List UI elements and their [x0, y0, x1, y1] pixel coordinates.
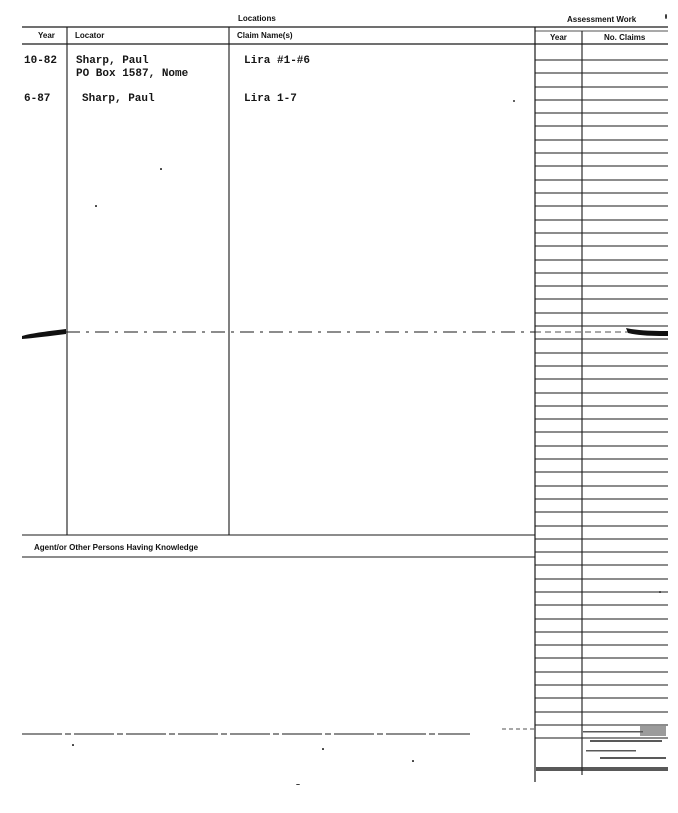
column-header-locator: Locator	[75, 31, 105, 40]
column-header-assessment-year: Year	[550, 33, 567, 42]
scan-speck	[659, 591, 661, 593]
scan-speck	[322, 748, 324, 750]
entry-locator: Sharp, Paul	[82, 93, 155, 105]
scan-speck	[95, 205, 97, 207]
scan-speck	[412, 760, 414, 762]
column-header-year: Year	[38, 31, 55, 40]
entry-address: PO Box 1587, Nome	[76, 68, 189, 80]
entry-year: 6-87	[24, 93, 51, 105]
scan-speck	[513, 100, 515, 102]
entry-claim-names: Lira #1-#6	[244, 55, 311, 67]
entry-claim-names: Lira 1-7	[244, 93, 297, 105]
locations-heading: Locations	[238, 14, 276, 23]
scan-speck	[296, 784, 300, 785]
scan-speck	[72, 744, 74, 746]
scan-speck	[665, 14, 667, 19]
assessment-work-heading: Assessment Work	[567, 15, 637, 24]
entry-year: 10-82	[24, 55, 58, 67]
column-header-no-claims: No. Claims	[604, 33, 646, 42]
column-header-claim-names: Claim Name(s)	[237, 31, 293, 40]
scan-speck	[160, 168, 162, 170]
agent-section-heading: Agent/or Other Persons Having Knowledge	[34, 543, 199, 552]
entry-locator: Sharp, Paul	[76, 55, 149, 67]
